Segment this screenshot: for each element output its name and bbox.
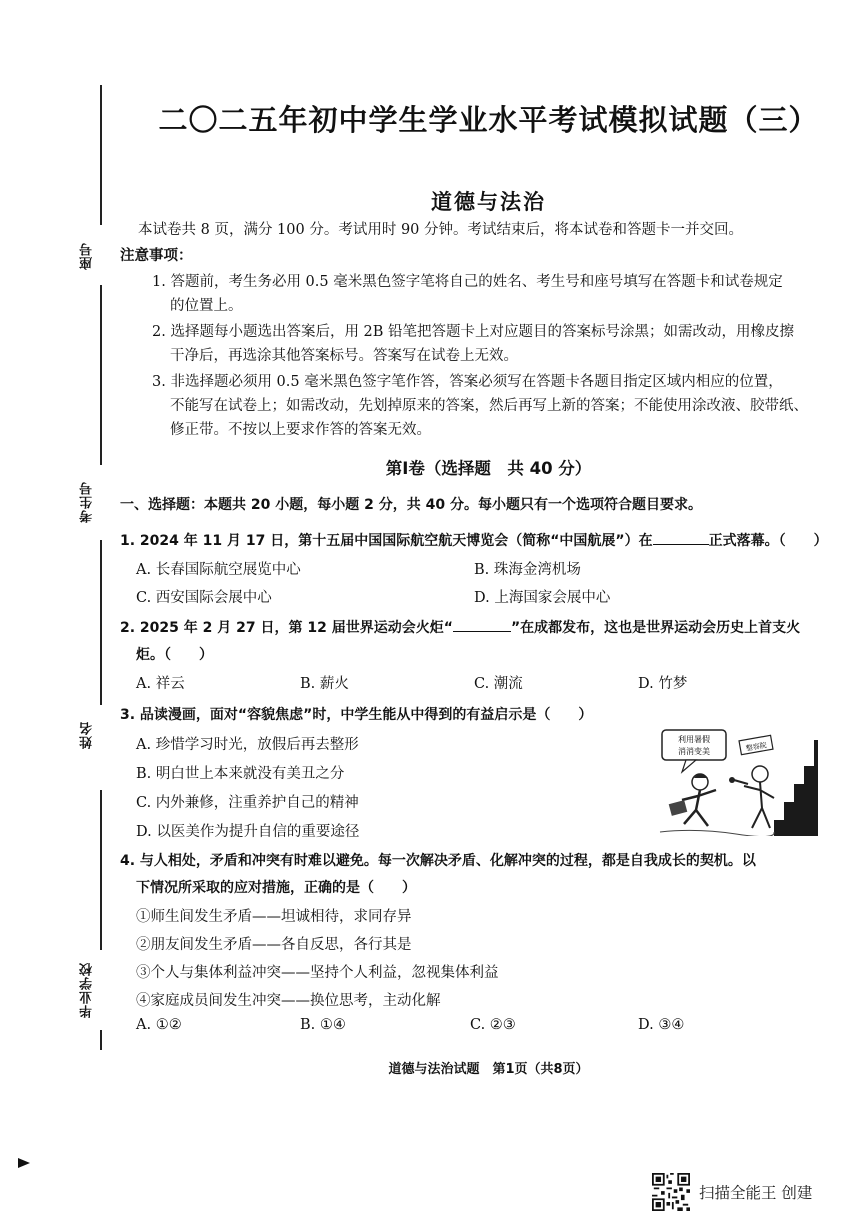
page-footer: 道德与法治试题 第1页（共8页） [388, 1062, 589, 1077]
binding-line [100, 1030, 102, 1050]
notice-line: 2. 选择题每小题选出答案后，用 2B 铅笔把答题卡上对应题目的答案标号涂黑；如需改动，用橡皮擦 [152, 324, 795, 340]
binding-line [100, 540, 102, 705]
question-2-stem [120, 617, 800, 637]
question-4-option-c: C. ②③ [470, 1017, 516, 1033]
answer-blank [453, 618, 511, 632]
question-4-option-a: A. ①② [136, 1017, 182, 1033]
arrow-icon [18, 1158, 30, 1168]
question-3-option-b: B. 明白世上本来就没有美丑之分 [136, 766, 345, 782]
answer-blank [653, 531, 709, 545]
question-4-item: ②朋友间发生矛盾——各自反思，各行其是 [136, 937, 412, 953]
question-3-option-d: D. 以医美作为提升自信的重要途径 [136, 824, 360, 840]
question-4-stem-line2: 下情况所采取的应对措施，正确的是（ ） [136, 880, 416, 896]
question-3-stem: 3. 品读漫画，面对“容貌焦虑”时，中学生能从中得到的有益启示是（ ） [120, 707, 593, 723]
question-1-option-b: B. 珠海金湾机场 [474, 562, 581, 578]
question-4-item: ③个人与集体利益冲突——坚持个人利益，忽视集体利益 [136, 965, 499, 981]
question-1-stem-text: 1. 2024 年 11 月 17 日，第十五届中国国际航空航天博览会（简称“中国航展”）在 [120, 533, 653, 549]
question-3-cartoon [656, 728, 818, 836]
seat-label: 座号 [80, 242, 95, 270]
cartoon-sign-text: 整容院 [745, 741, 768, 753]
candidate-label: 考生号 [80, 481, 95, 524]
section-instruction: 一、选择题：本题共 20 小题，每小题 2 分，共 40 分。每小题只有一个选项符合题目要求。 [120, 497, 702, 513]
question-1-stem [120, 530, 828, 550]
exam-subject: 道德与法治 [431, 190, 546, 214]
notice-heading: 注意事项： [120, 248, 193, 264]
cartoon-bubble-line2: 消消变美 [678, 747, 710, 756]
question-4-option-d: D. ③④ [638, 1017, 685, 1033]
question-2-option-c: C. 潮流 [474, 676, 523, 692]
binding-line [100, 285, 102, 465]
notice-line: 修正带。不按以上要求作答的答案无效。 [170, 422, 431, 438]
notice-line: 3. 非选择题必须用 0.5 毫米黑色签字笔作答，答案必须写在答题卡各题目指定区域内相应的位置， [152, 374, 783, 390]
question-3-option-c: C. 内外兼修，注重养护自己的精神 [136, 795, 359, 811]
question-1-option-a: A. 长春国际航空展览中心 [136, 562, 301, 578]
notice-line: 的位置上。 [170, 298, 243, 314]
section-title: 第Ⅰ卷（选择题 共 40 分） [385, 459, 592, 478]
question-2-option-b: B. 薪火 [300, 676, 349, 692]
question-2-option-d: D. 竹梦 [638, 676, 688, 692]
exam-title: 二〇二五年初中学生学业水平考试模拟试题（三） [158, 103, 819, 137]
qr-code-icon [652, 1173, 690, 1211]
school-label: 毕业学校 [80, 962, 95, 1018]
question-1-option-c: C. 西安国际会展中心 [136, 590, 272, 606]
question-4-option-b: B. ①④ [300, 1017, 346, 1033]
question-1-stem-end: 正式落幕。（ ） [708, 533, 828, 549]
question-4-stem-line1: 4. 与人相处，矛盾和冲突有时难以避免。每一次解决矛盾、化解冲突的过程，都是自我成长的契机。以 [120, 853, 756, 869]
notice-line: 1. 答题前，考生务必用 0.5 毫米黑色签字笔将自己的姓名、考生号和座号填写在答题卡和试卷规定 [152, 274, 783, 290]
name-label: 姓名 [80, 721, 95, 749]
binding-line [100, 85, 102, 225]
question-4-item: ①师生间发生矛盾——坦诚相待，求同存异 [136, 909, 412, 925]
notice-line: 干净后，再选涂其他答案标号。答案写在试卷上无效。 [170, 348, 518, 364]
question-2-stem-line2: 炬。（ ） [136, 647, 213, 663]
question-2-option-a: A. 祥云 [136, 676, 185, 692]
cartoon-bubble-line1: 利用暑假 [678, 735, 710, 744]
binding-line [100, 790, 102, 950]
scanner-watermark: 扫描全能王 创建 [699, 1184, 813, 1202]
question-2-stem-end: ”在成都发布，这也是世界运动会历史上首支火 [510, 620, 801, 636]
question-3-option-a: A. 珍惜学习时光，放假后再去整形 [136, 737, 359, 753]
exam-intro: 本试卷共 8 页，满分 100 分。考试用时 90 分钟。考试结束后，将本试卷和答题卡一并交回。 [138, 222, 744, 238]
question-1-option-d: D. 上海国家会展中心 [474, 590, 611, 606]
question-2-stem-text: 2. 2025 年 2 月 27 日，第 12 届世界运动会火炬“ [120, 620, 453, 636]
question-4-item: ④家庭成员间发生冲突——换位思考，主动化解 [136, 993, 441, 1009]
notice-line: 不能写在试卷上；如需改动，先划掉原来的答案，然后再写上新的答案；不能使用涂改液、胶带纸、 [170, 398, 808, 414]
